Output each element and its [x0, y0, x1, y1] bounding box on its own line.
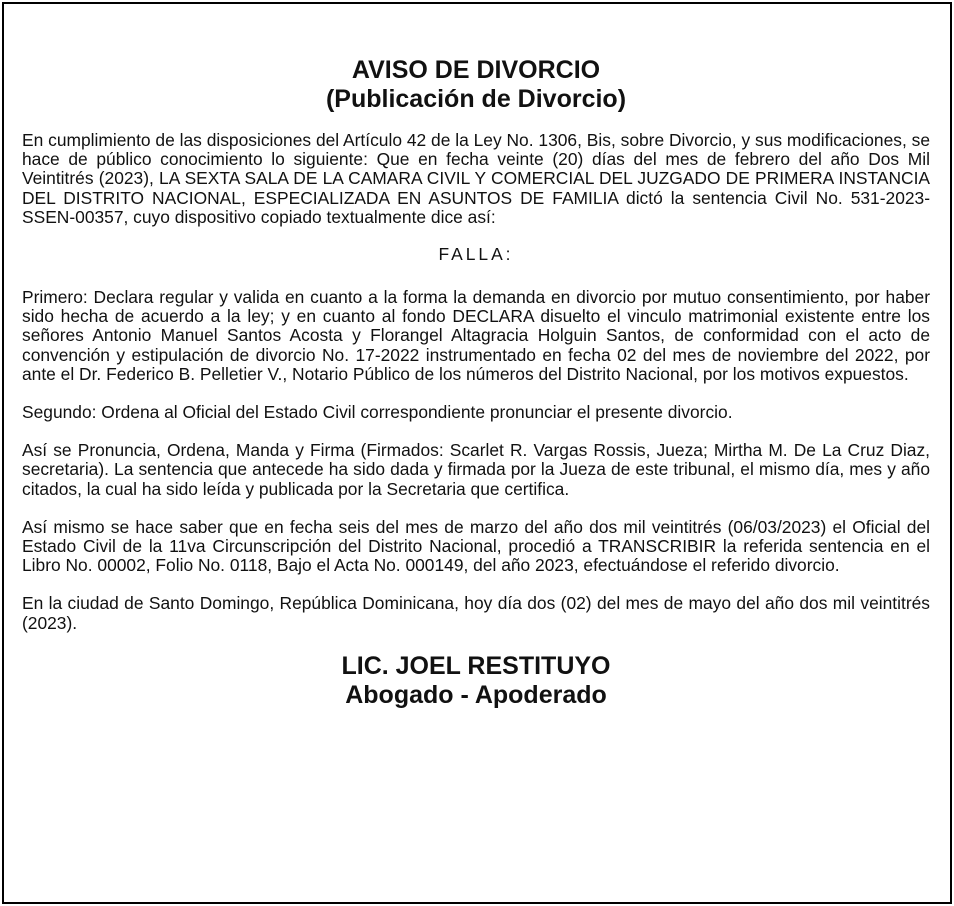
signature-name: LIC. JOEL RESTITUYO [341, 651, 611, 680]
signature-role: Abogado - Apoderado [345, 680, 607, 709]
notice-subtitle: (Publicación de Divorcio) [325, 85, 627, 113]
segundo-paragraph: Segundo: Ordena al Oficial del Estado Civil correspondiente pronunciar el presente divorcio. [22, 402, 733, 423]
legal-notice [2, 2, 952, 904]
intro-paragraph: En cumplimiento de las disposiciones del Artículo 42 de la Ley No. 1306, Bis, sobre Divorcio, y sus modificaciones, se hace de público conocimiento lo siguiente: Que en fecha veinte (20) días del mes de febrero del año Dos Mil Veintitrés (2023), LA SEXTA SALA DE LA CAMARA CIVIL Y COMERCIAL DEL JUZGADO DE PRIMERA INSTANCIA DEL DISTRITO NACIONAL, ESPECIALIZADA EN ASUNTOS DE FAMILIA dictó la sentencia Civil No. 531-2023-SSEN-00357, cuyo dispositivo copiado textualmente dice así: [22, 130, 930, 227]
pronuncia-paragraph: Así se Pronuncia, Ordena, Manda y Firma (Firmados: Scarlet R. Vargas Rossis, Jueza; Mirtha M. De La Cruz Diaz, secretaria). La sentencia que antecede ha sido dada y firmada por la Jueza de este tribunal, el mismo día, mes y año citados, la cual ha sido leída y publicada por la Secretaria que certifica. [22, 440, 930, 499]
transcripcion-paragraph: Así mismo se hace saber que en fecha seis del mes de marzo del año dos mil veintitrés (06/03/2023) el Oficial del Estado Civil de la 11va Circunscripción del Distrito Nacional, procedió a TRANSCRIBIR la referida sentencia en el Libro No. 00002, Folio No. 0118, Bajo el Acta No. 000149, del año 2023, efectuándose el referido divorcio. [22, 516, 930, 576]
notice-content [22, 56, 930, 710]
notice-title: AVISO DE DIVORCIO [351, 56, 601, 84]
date-place-paragraph: En la ciudad de Santo Domingo, República Dominicana, hoy día dos (02) del mes de mayo del año dos mil veintitrés (2023). [22, 593, 930, 633]
falla-heading: FALLA: [438, 244, 514, 265]
primero-paragraph: Primero: Declara regular y valida en cuanto a la forma la demanda en divorcio por mutuo consentimiento, por haber sido hecha de acuerdo a la ley; y en cuanto al fondo DECLARA disuelto el vinculo matrimonial existente entre los señores Antonio Manuel Santos Acosta y Florangel Altagracia Holguin Santos, de conformidad con el acto de convención y estipulación de divorcio No. 17-2022 instrumentado en fecha 02 del mes de noviembre del 2022, por ante el Dr. Federico B. Pelletier V., Notario Público de los números del Distrito Nacional, por los motivos expuestos. [22, 287, 930, 384]
